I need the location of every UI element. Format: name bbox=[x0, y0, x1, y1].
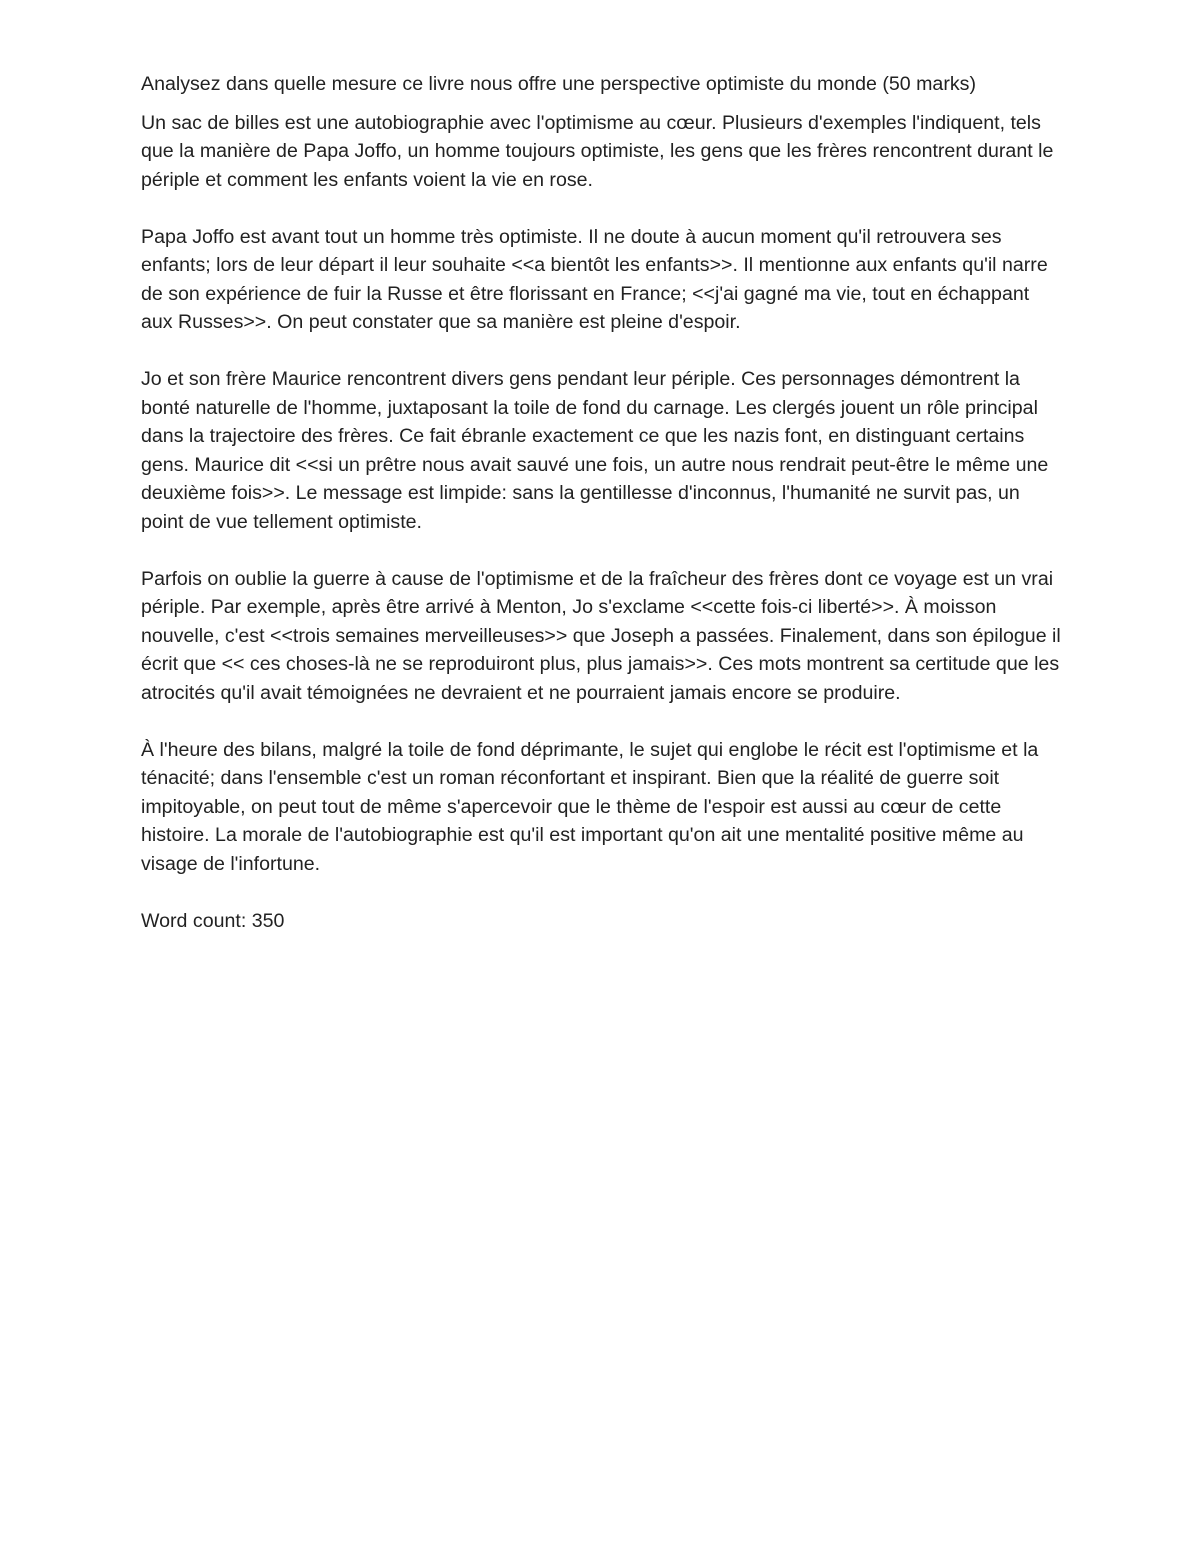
word-count: Word count: 350 bbox=[141, 909, 285, 932]
paragraph-conclusion: À l'heure des bilans, malgré la toile de fond déprimante, le sujet qui englobe le récit est l'optimisme et la ténacité; dans l'ensemble c'est un roman réconfortant et inspirant. Bien que la réalité de guerre soit impitoyable, on peut tout de même s'apercevoir que le thème de l'espoir est aussi au cœur de cette histoire. La morale de l'autobiographie est qu'il est important qu'on ait une mentalité positive même au visage de l'infortune. bbox=[141, 738, 1039, 875]
document-body bbox=[141, 70, 1066, 935]
paragraph-encounters: Jo et son frère Maurice rencontrent divers gens pendant leur périple. Ces personnages démontrent la bonté naturelle de l'homme, juxtaposant la toile de fond du carnage. Les clergés jouent un rôle principal dans la trajectoire des frères. Ce fait ébranle exactement ce que les nazis font, en distinguant certains gens. Maurice dit <<si un prêtre nous avait sauvé une fois, un autre nous rendrait peut-être le même une deuxième fois>>. Le message est limpide: sans la gentillesse d'inconnus, l'humanité ne survit pas, un point de vue tellement optimiste. bbox=[141, 368, 1049, 533]
essay-question: Analysez dans quelle mesure ce livre nous offre une perspective optimiste du monde (50 marks) bbox=[141, 73, 976, 95]
paragraph-introduction: Un sac de billes est une autobiographie avec l'optimisme au cœur. Plusieurs d'exemples l'indiquent, tels que la manière de Papa Joffo, un homme toujours optimiste, les gens que les frères rencontrent durant le périple et comment les enfants voient la vie en rose. bbox=[141, 111, 1054, 191]
paragraph-papa-joffo: Papa Joffo est avant tout un homme très optimiste. Il ne doute à aucun moment qu'il retrouvera ses enfants; lors de leur départ il leur souhaite <<a bientôt les enfants>>. Il mentionne aux enfants qu'il narre de son expérience de fuir la Russe et être florissant en France; <<j'ai gagné ma vie, tout en échappant aux Russes>>. On peut constater que sa manière est pleine d'espoir. bbox=[141, 225, 1048, 333]
paragraph-freshness: Parfois on oublie la guerre à cause de l'optimisme et de la fraîcheur des frères dont ce voyage est un vrai périple. Par exemple, après être arrivé à Menton, Jo s'exclame <<cette fois-ci liberté>>. À moisson nouvelle, c'est <<trois semaines merveilleuses>> que Joseph a passées. Finalement, dans son épilogue il écrit que << ces choses-là ne se reproduiront plus, plus jamais>>. Ces mots montrent sa certitude que les atrocités qu'il avait témoignées ne devraient et ne pourraient jamais encore se produire. bbox=[141, 567, 1061, 704]
